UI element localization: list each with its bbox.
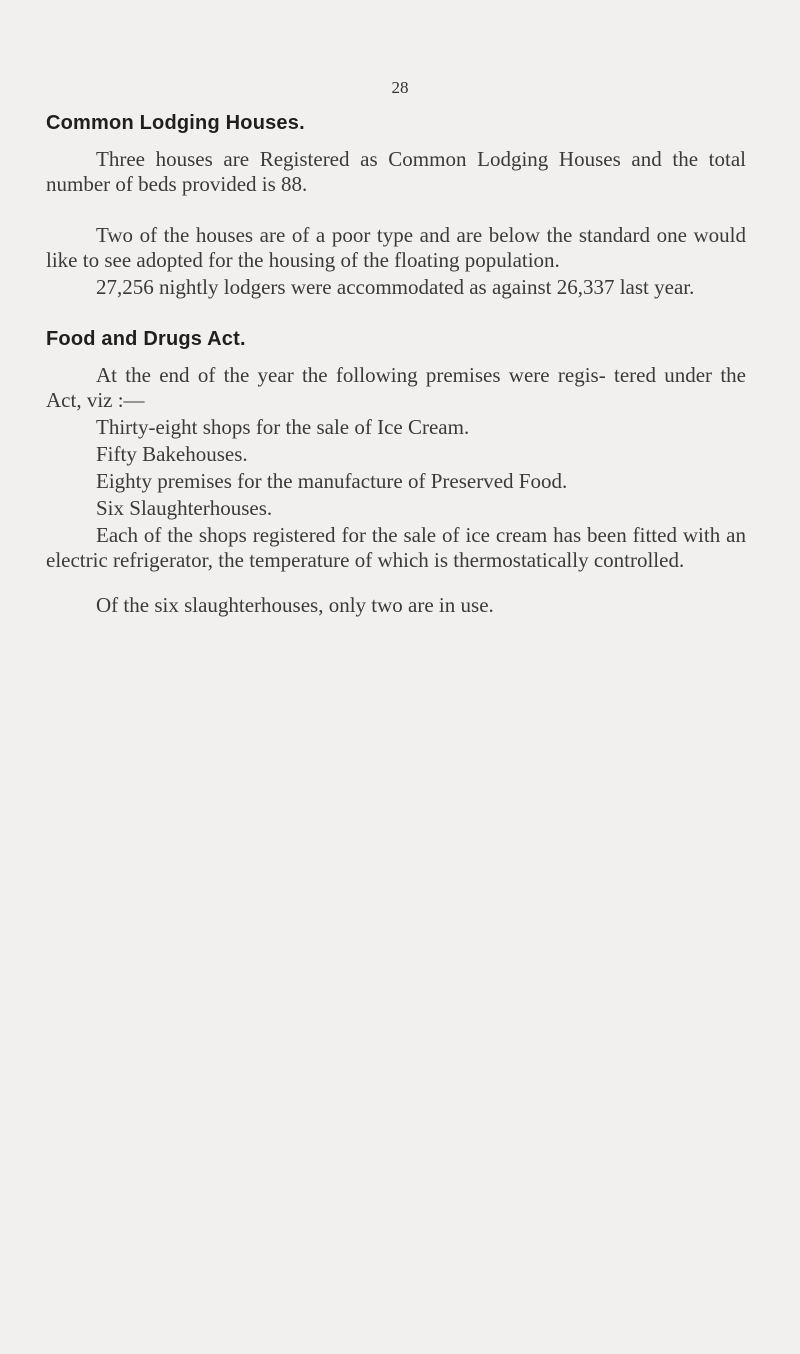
section-heading: Common Lodging Houses. [46, 112, 305, 134]
page-number: 28 [391, 78, 409, 97]
list-item: Fifty Bakehouses. [96, 442, 248, 466]
list-item: Eighty premises for the manufacture of Preserved Food. [96, 469, 568, 493]
paragraph: Three houses are Registered as Common Lodging Houses and the total number of beds provided is 88. [46, 147, 746, 196]
page-content [46, 112, 746, 618]
list-item: Six Slaughterhouses. [96, 496, 273, 520]
paragraph: Of the six slaughterhouses, only two are in use. [96, 593, 494, 617]
section-common-lodging-houses [46, 112, 746, 300]
paragraph: 27,256 nightly lodgers were accommodated as against 26,337 last year. [96, 275, 695, 299]
paragraph: Each of the shops registered for the sale of ice cream has been fitted with an electric refrigerator, the temperature of which is thermostatically controlled. [46, 523, 746, 572]
paragraph: At the end of the year the following premises were regis- tered under the Act, viz :— [46, 363, 746, 412]
paragraph: Two of the houses are of a poor type and are below the standard one would like to see adopted for the housing of the floating population. [46, 223, 746, 272]
section-heading: Food and Drugs Act. [46, 328, 246, 350]
section-food-and-drugs-act [46, 328, 746, 618]
list-item: Thirty-eight shops for the sale of Ice Cream. [96, 415, 470, 439]
